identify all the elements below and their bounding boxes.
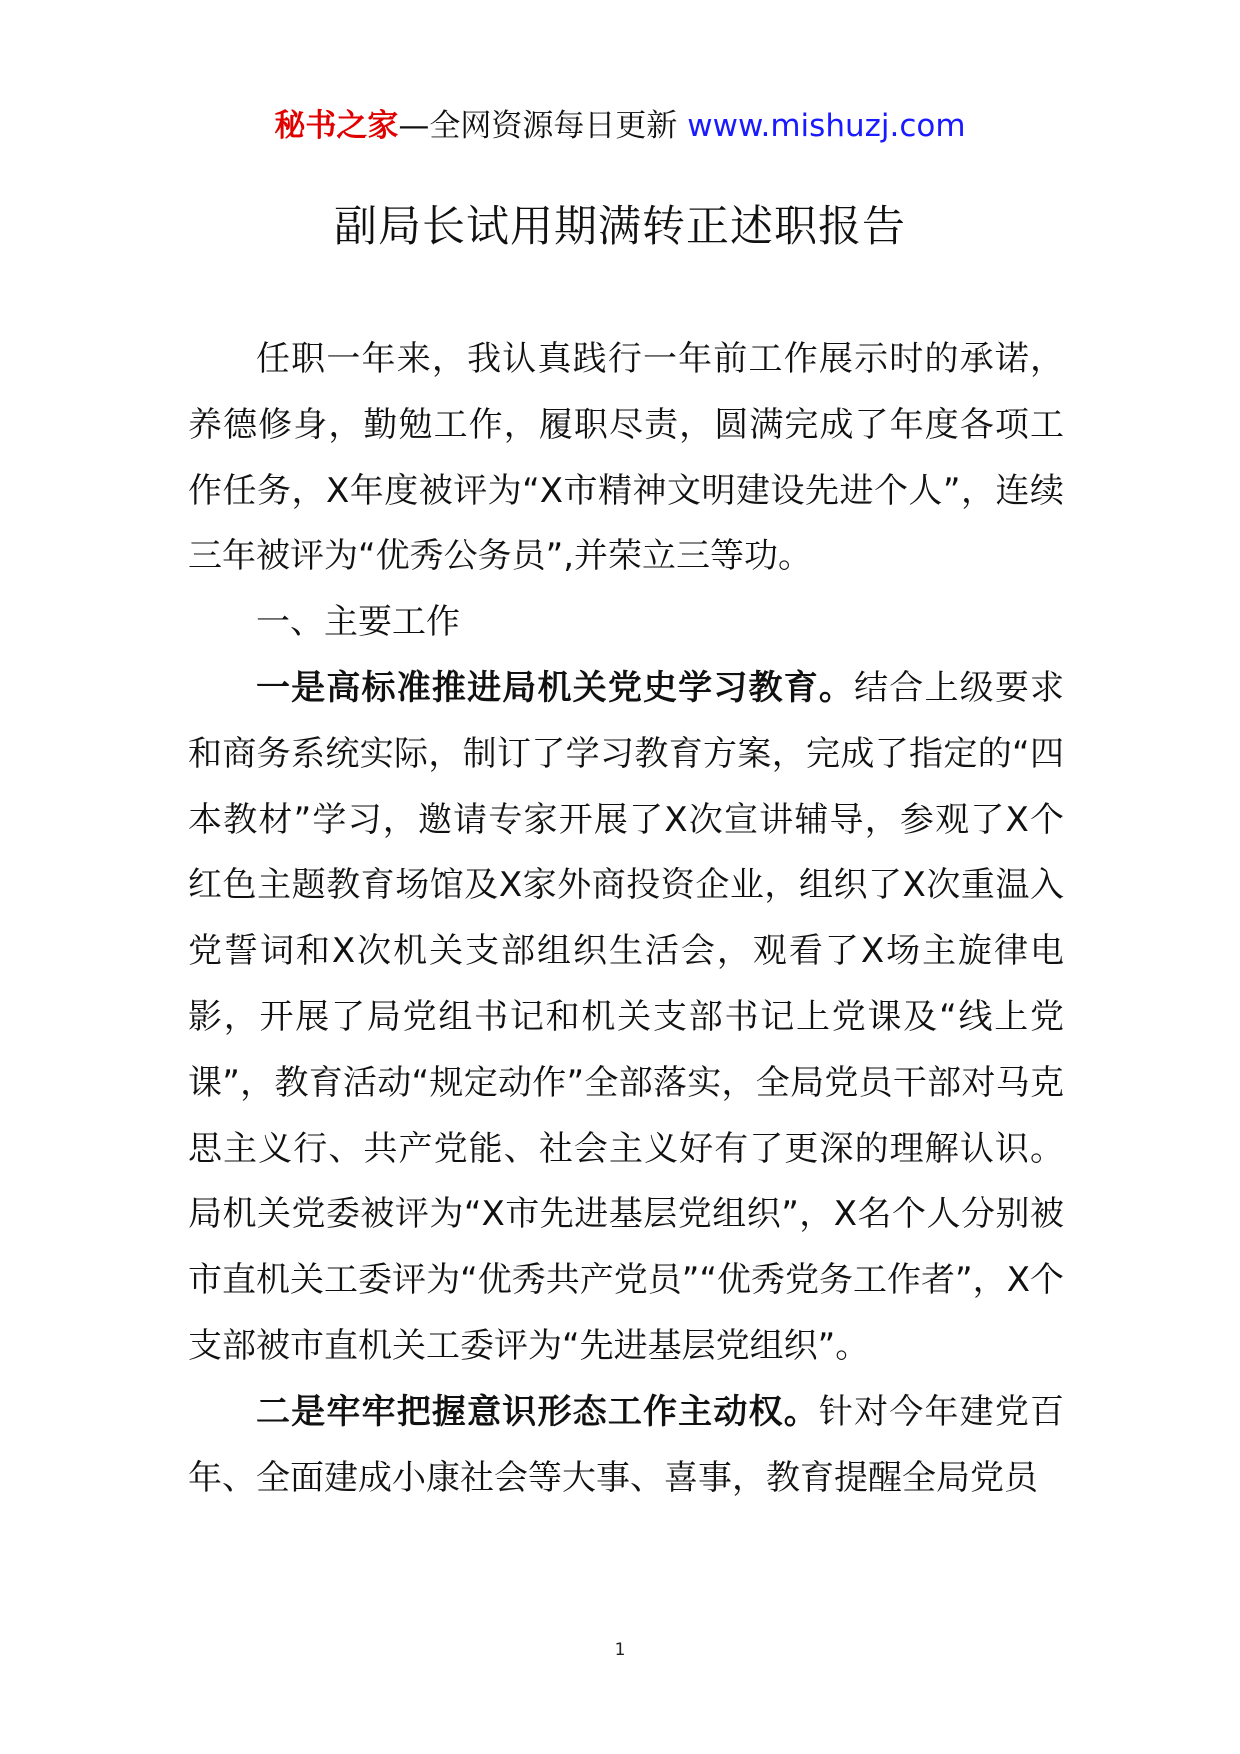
paragraph-text: 针对今年建党百年、全面建成小康社会等大事、喜事，教育提醒全局党员 xyxy=(188,1391,1065,1498)
paragraph-text: 结合上级要求和商务系统实际，制订了学习教育方案，完成了指定的“四本教材”学习，邀请专家开展了X次宣讲辅导，参观了X个红色主题教育场馆及X家外商投资企业，组织了X次重温入党誓词和X次机关支部组织生活会，观看了X场主旋律电影，开展了局党组书记和机关支部书记上党课及“线上党课”，教育活动“规定动作”全部落实，全局党员干部对马克思主义行、共产党能、社会主义好有了更深的理解认识。局机关党委被评为“X市先进基层党组织”，X名个人分别被市直机关工委评为“优秀共产党员”“优秀党务工作者”，X个支部被市直机关工委评为“先进基层党组织”。 xyxy=(188,667,1065,1366)
section-heading xyxy=(188,590,1064,656)
page-number: 1 xyxy=(614,1640,626,1660)
paragraph-lead: 二是牢牢把握意识形态工作主动权。 xyxy=(256,1391,819,1432)
paragraph-lead: 一是高标准推进局机关党史学习教育。 xyxy=(256,667,855,708)
paragraph-item-1 xyxy=(188,656,1064,1380)
header-tagline: —全网资源每日更新 xyxy=(398,108,678,144)
paragraph-text: 任职一年来，我认真践行一年前工作展示时的承诺，养德修身，勤勉工作，履职尽责，圆满完成了年度各项工作任务，X年度被评为“X市精神文明建设先进个人”，连续三年被评为“优秀公务员”,并荣立三等功。 xyxy=(188,339,1064,577)
document-title: 副局长试用期满转正述职报告 xyxy=(334,202,906,252)
paragraph-intro xyxy=(188,327,1064,590)
site-url-link[interactable]: www.mishuzj.com xyxy=(687,108,966,144)
document-body xyxy=(188,327,1064,1511)
brand-name: 秘书之家 xyxy=(274,108,399,144)
site-header xyxy=(0,100,1240,152)
paragraph-text: 一、主要工作 xyxy=(256,602,460,643)
paragraph-item-2 xyxy=(188,1380,1064,1512)
